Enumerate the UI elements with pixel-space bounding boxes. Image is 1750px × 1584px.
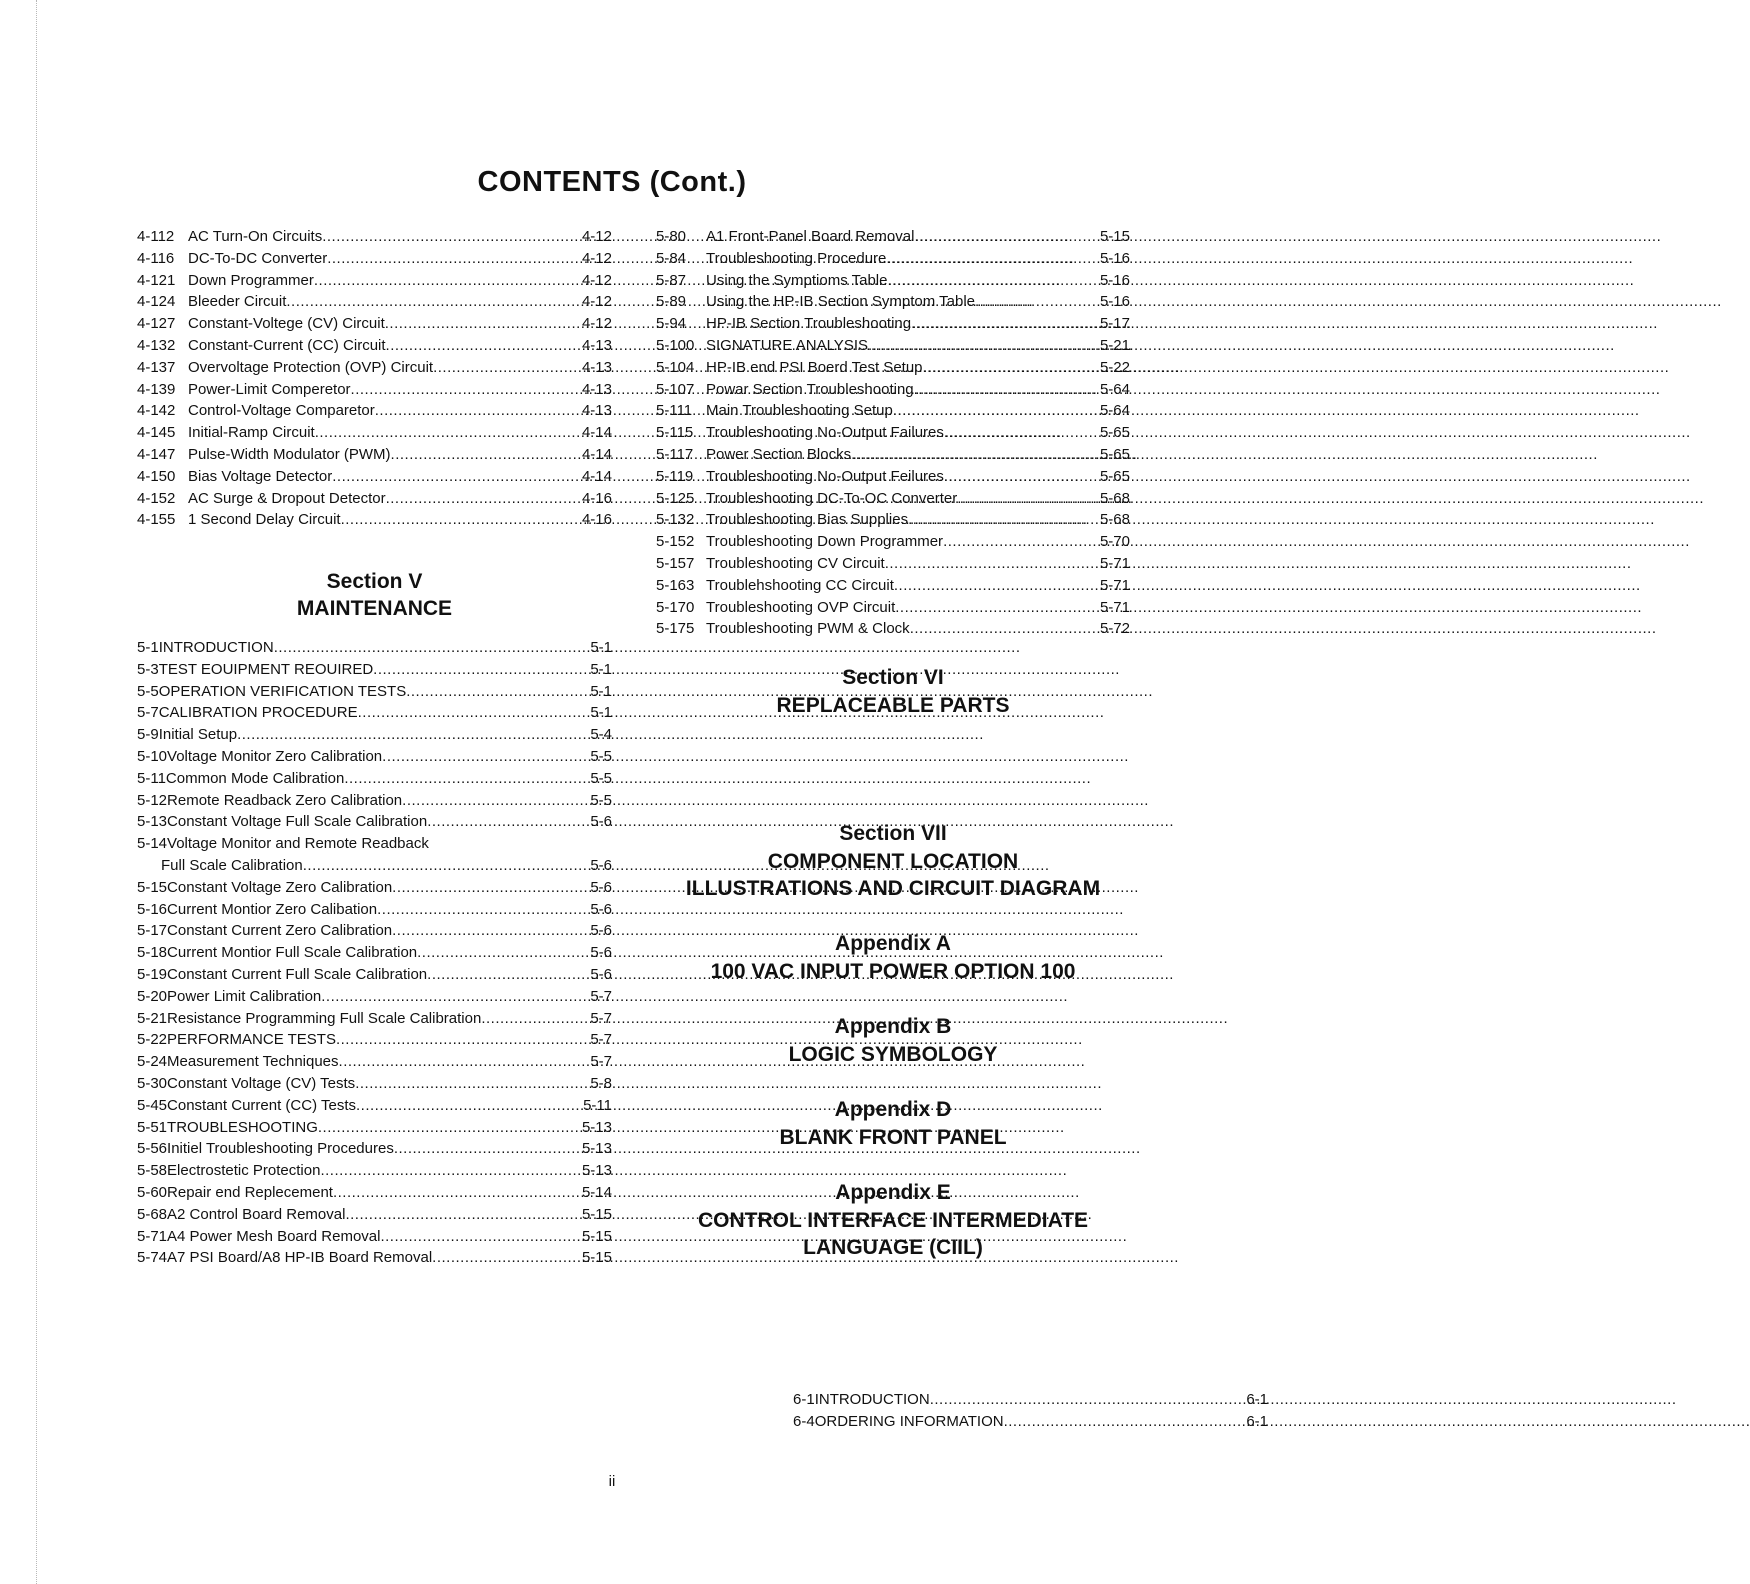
section-6-heading <box>656 664 1130 719</box>
section-label: Section VII <box>839 822 947 845</box>
toc-entry[interactable]: 5-21 Resistance Programming Full Scale Calibration ..... 5-7 <box>137 1010 612 1032</box>
toc-entry[interactable]: 5-19 Constant Current Full Scale Calibration ..... 5-6 <box>137 966 612 988</box>
toc-entry[interactable]: 4-124 Bleeder Circuit ..... 4-12 <box>137 293 612 315</box>
toc-entry[interactable]: 5-3 TEST EOUIPMENT REOUIRED ..... 5-1 <box>137 661 612 683</box>
toc-entry[interactable]: 5-132 Troubleshooting Bias Supplies ..... 5-68 <box>656 511 1130 533</box>
page-number: ii <box>608 1473 616 1490</box>
toc-list-section-5 <box>137 639 612 1271</box>
toc-entry[interactable]: 4-152 AC Surge & Dropout Detector ..... 4-16 <box>137 490 612 512</box>
toc-entry[interactable]: 5-51 TROUBLESHOOTING ..... 5-13 <box>137 1119 612 1141</box>
appendix-label: Appendix E <box>835 1181 951 1204</box>
toc-entry[interactable]: 4-112 AC Turn-On Circuits ..... 4-12 <box>137 228 612 250</box>
section-title: MAINTENANCE <box>296 597 453 620</box>
appendix-title: BLANK FRONT PANEL <box>779 1125 1007 1149</box>
right-toc-column <box>656 228 1130 642</box>
toc-entry[interactable]: 5-111 Main Troubleshooting Setup ..... 5-64 <box>656 402 1130 424</box>
toc-entry[interactable]: 5-84 Troubleshooting Procedure ..... 5-16 <box>656 250 1130 272</box>
toc-entry[interactable]: 4-139 Power-Limit Comperetor ..... 4-13 <box>137 381 612 403</box>
toc-entry[interactable]: 5-94 HP-IB Section Troubleshooting ..... 5-17 <box>656 315 1130 337</box>
section-label: Section V <box>326 570 423 593</box>
toc-entry[interactable]: 4-147 Pulse-Width Modulator (PWM) ..... 4-14 <box>137 446 612 468</box>
toc-entry[interactable]: 5-10 Voltage Monitor Zero Calibration ..... 5-5 <box>137 748 612 770</box>
appendix-a-heading[interactable] <box>656 930 1130 985</box>
toc-entry[interactable]: 5-87 Using the Symptioms Table ..... 5-16 <box>656 272 1130 294</box>
toc-entry[interactable]: 5-175 Troubleshooting PWM & Clock ..... 5-72 <box>656 620 1130 642</box>
toc-entry[interactable]: 5-30 Constant Voltage (CV) Tests ..... 5-8 <box>137 1075 612 1097</box>
toc-entry[interactable]: 5-45 Constant Current (CC) Tests ..... 5-11 <box>137 1097 612 1119</box>
appendix-b-heading[interactable] <box>656 1013 1130 1068</box>
appendix-label: Appendix D <box>834 1098 952 1121</box>
toc-entry[interactable]: 5-18 Current Montior Full Scale Calibration ..... 5-6 <box>137 944 612 966</box>
toc-entry[interactable]: 4-142 Control-Voltage Comparetor ..... 4-13 <box>137 402 612 424</box>
toc-entry[interactable]: 5-60 Repair end Replecement ..... 5-14 <box>137 1184 612 1206</box>
toc-entry[interactable]: 4-155 1 Second Delay Circuit ..... 4-16 <box>137 511 612 533</box>
toc-entry[interactable]: 5-71 A4 Power Mesh Board Removal ..... 5-15 <box>137 1228 612 1250</box>
appendix-label: Appendix B <box>834 1015 952 1038</box>
toc-list-chapter-4 <box>137 228 612 533</box>
toc-entry[interactable]: 4-137 Overvoltage Protection (OVP) Circuit ..... 4-13 <box>137 359 612 381</box>
appendix-title: CONTROL INTERFACE INTERMEDIATE <box>697 1208 1089 1232</box>
section-title-continued: ILLUSTRATIONS AND CIRCUIT DIAGRAM <box>685 877 1101 900</box>
toc-entry[interactable]: 5-16 Current Montior Zero Calibation ..... 5-6 <box>137 901 612 923</box>
toc-entry[interactable]: 5-1 INTRODUCTION ..... 5-1 <box>137 639 612 661</box>
toc-entry[interactable]: 5-117 Power Section Blocks ..... 5-65 <box>656 446 1130 468</box>
toc-entry[interactable]: 5-74 A7 PSI Board/A8 HP-IB Board Removal ..... 5-15 <box>137 1249 612 1271</box>
toc-entry[interactable]: 5-7 CALIBRATION PROCEDURE ..... 5-1 <box>137 704 612 726</box>
toc-list-section-6 <box>793 1391 1268 1435</box>
appendix-label: Appendix A <box>835 932 951 955</box>
toc-entry-continuation[interactable]: Full Scale Calibration ..... 5-6 <box>137 857 612 879</box>
section-7-heading[interactable] <box>656 820 1130 903</box>
appendix-title: LOGIC SYMBOLOGY <box>788 1042 998 1066</box>
toc-entry[interactable]: 5-58 Electrostetic Protection ..... 5-13 <box>137 1162 612 1184</box>
section-label: Section VI <box>842 666 944 689</box>
toc-entry[interactable]: 5-9 Initial Setup ..... 5-4 <box>137 726 612 748</box>
toc-entry[interactable]: 6-1 INTRODUCTION ..... 6-1 <box>793 1391 1268 1413</box>
toc-entry[interactable]: 5-163 Troublehshooting CC Circuit ..... 5-71 <box>656 577 1130 599</box>
section-5-heading <box>137 568 612 622</box>
toc-entry[interactable]: 5-119 Troubleshooting No-Output Feilures ..... 5-65 <box>656 468 1130 490</box>
toc-entry[interactable]: 5-22 PERFORMANCE TESTS ..... 5-7 <box>137 1031 612 1053</box>
toc-entry[interactable]: 5-152 Troubleshooting Down Programmer ..... 5-70 <box>656 533 1130 555</box>
toc-entry[interactable]: 4-132 Constant-Current (CC) Circuit ..... 4-13 <box>137 337 612 359</box>
toc-entry[interactable]: 5-13 Constant Voltage Full Scale Calibration ..... 5-6 <box>137 813 612 835</box>
page-title: CONTENTS (Cont.) <box>477 166 747 198</box>
toc-entry[interactable]: 5-17 Constant Current Zero Calibration ..... 5-6 <box>137 922 612 944</box>
toc-entry[interactable]: 5-107 Powar Section Troubleshooting ..... 5-64 <box>656 381 1130 403</box>
toc-entry[interactable]: 5-68 A2 Control Board Removal ..... 5-15 <box>137 1206 612 1228</box>
toc-entry[interactable]: 5-24 Measurement Techniques ..... 5-7 <box>137 1053 612 1075</box>
appendix-e-heading[interactable] <box>656 1179 1130 1262</box>
toc-entry[interactable]: 5-104 HP-IB end PSI Boerd Test Setup ..... 5-22 <box>656 359 1130 381</box>
toc-entry[interactable]: 5-14 Voltage Monitor and Remote Readback <box>137 835 429 853</box>
toc-list-section-5-continued <box>656 228 1130 642</box>
toc-entry[interactable]: 5-125 Troubleshooting DC-To-OC Converter ..... 5-68 <box>656 490 1130 512</box>
left-toc-column <box>137 228 612 533</box>
toc-entry[interactable]: 5-15 Constant Voltage Zero Calibration ..... 5-6 <box>137 879 612 901</box>
toc-entry[interactable]: 4-145 Initial-Ramp Circuit ..... 4-14 <box>137 424 612 446</box>
toc-entry[interactable]: 4-116 DC-To-DC Converter ..... 4-12 <box>137 250 612 272</box>
toc-entry[interactable]: 5-11 Common Mode Calibration ..... 5-5 <box>137 770 612 792</box>
toc-entry[interactable]: 5-115 Troubleshooting No-Output Failures ..... 5-65 <box>656 424 1130 446</box>
toc-entry[interactable]: 4-121 Down Programmer ..... 4-12 <box>137 272 612 294</box>
appendix-d-heading[interactable] <box>656 1096 1130 1151</box>
appendix-title: 100 VAC INPUT POWER OPTION 100 <box>710 959 1076 983</box>
section-title: COMPONENT LOCATION <box>767 849 1019 873</box>
appendix-title-continued: LANGUAGE (CIIL) <box>803 1236 983 1259</box>
toc-entry[interactable]: 5-89 Using the HP-IB Section Symptom Table ..... 5-16 <box>656 293 1130 315</box>
toc-entry[interactable]: 5-12 Remote Readback Zero Calibration ..... 5-5 <box>137 792 612 814</box>
section-title: REPLACEABLE PARTS <box>776 693 1010 717</box>
toc-entry[interactable]: 5-157 Troubleshooting CV Circuit ..... 5-71 <box>656 555 1130 577</box>
toc-entry[interactable]: 5-56 Initiel Troubleshooting Procedures ..... 5-13 <box>137 1140 612 1162</box>
toc-entry[interactable]: 5-80 A1 Front-Panel Board Removal ..... 5-15 <box>656 228 1130 250</box>
toc-entry[interactable]: 5-5 OPERATION VERIFICATION TESTS ..... 5-1 <box>137 683 612 705</box>
toc-entry[interactable]: 5-170 Troubleshooting OVP Circuit ..... 5-71 <box>656 599 1130 621</box>
scan-edge-line <box>36 0 37 1584</box>
toc-entry[interactable]: 5-20 Power Limit Calibration ..... 5-7 <box>137 988 612 1010</box>
toc-entry[interactable]: 4-150 Bias Voltage Detector ..... 4-14 <box>137 468 612 490</box>
toc-entry[interactable]: 6-4 ORDERING INFORMATION ..... 6-1 <box>793 1413 1268 1435</box>
toc-entry[interactable]: 4-127 Constant-Voltege (CV) Circuit ..... 4-12 <box>137 315 612 337</box>
toc-entry[interactable]: 5-100 SIGNATURE ANALYSIS ..... 5-21 <box>656 337 1130 359</box>
